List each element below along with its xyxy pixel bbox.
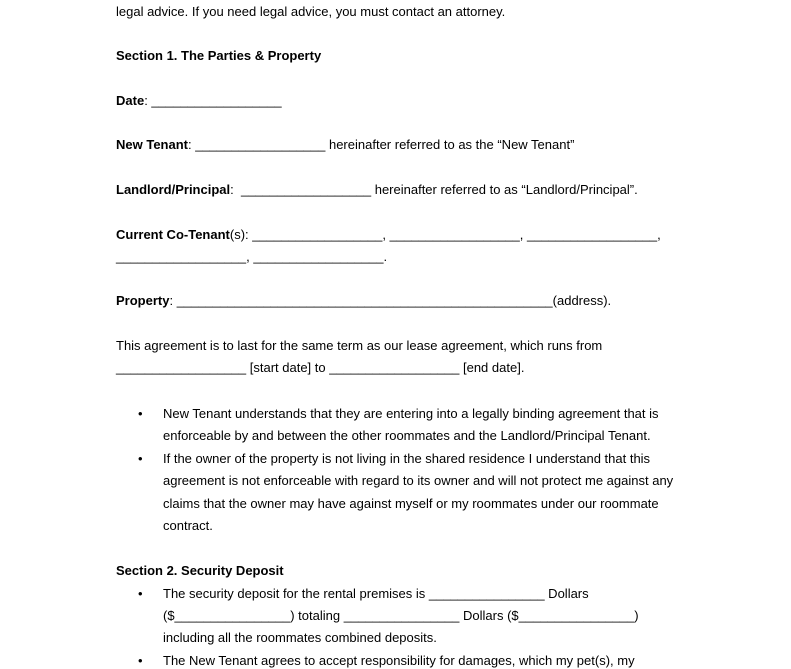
property-line xyxy=(116,293,611,309)
cotenant-text: (s): __________________, __________________, __________________, xyxy=(229,227,661,242)
property-label: Property xyxy=(116,293,170,308)
cotenant-label: Current Co-Tenant xyxy=(116,227,230,242)
bullet-point: • xyxy=(138,451,143,466)
section-1-heading: Section 1. The Parties & Property xyxy=(116,48,322,63)
list-item-line: The New Tenant agrees to accept responsibility for damages, which my pet(s), my xyxy=(163,653,635,668)
bullet-point: • xyxy=(138,586,143,601)
landlord-line xyxy=(116,182,638,198)
list-item-line: New Tenant understands that they are entering into a legally binding agreement that is xyxy=(163,406,659,421)
list-item-line: agreement is not enforceable with regard to its owner and will not protect me against any xyxy=(163,473,674,488)
landlord-label: Landlord/Principal xyxy=(116,182,231,197)
list-item-line: If the owner of the property is not living in the shared residence I understand that this xyxy=(163,451,651,466)
bullet-point: • xyxy=(138,406,143,421)
bullet-point: • xyxy=(138,653,143,668)
term-line-2: __________________ [start date] to __________________ [end date]. xyxy=(116,360,525,375)
landlord-text: : __________________ hereinafter referred to as “Landlord/Principal”. xyxy=(230,182,638,197)
section-2-heading: Section 2. Security Deposit xyxy=(116,563,284,578)
list-item-line: The security deposit for the rental premises is ________________ Dollars xyxy=(163,586,589,601)
list-item-line: enforceable by and between the other roommates and the Landlord/Principal Tenant. xyxy=(163,428,651,443)
list-item-line: ($________________) totaling ________________ Dollars ($________________) xyxy=(163,608,639,623)
term-line-1: This agreement is to last for the same term as our lease agreement, which runs from xyxy=(116,338,603,353)
list-item-line: claims that the owner may have against myself or my roommates under our roommate xyxy=(163,496,659,511)
date-field-line xyxy=(116,93,282,109)
date-label: Date xyxy=(116,93,145,108)
new-tenant-label: New Tenant xyxy=(116,137,188,152)
new-tenant-text: : __________________ hereinafter referred to as the “New Tenant” xyxy=(188,137,575,152)
cotenant-line-2: __________________, __________________. xyxy=(116,249,388,264)
cotenant-line xyxy=(116,227,661,243)
date-blank: : __________________ xyxy=(144,93,282,108)
property-text: : ____________________________________________________(address). xyxy=(169,293,612,308)
new-tenant-line xyxy=(116,137,574,153)
list-item-line: contract. xyxy=(163,518,213,533)
list-item-line: including all the roommates combined deposits. xyxy=(163,630,437,645)
intro-text: legal advice. If you need legal advice, you must contact an attorney. xyxy=(116,4,506,19)
